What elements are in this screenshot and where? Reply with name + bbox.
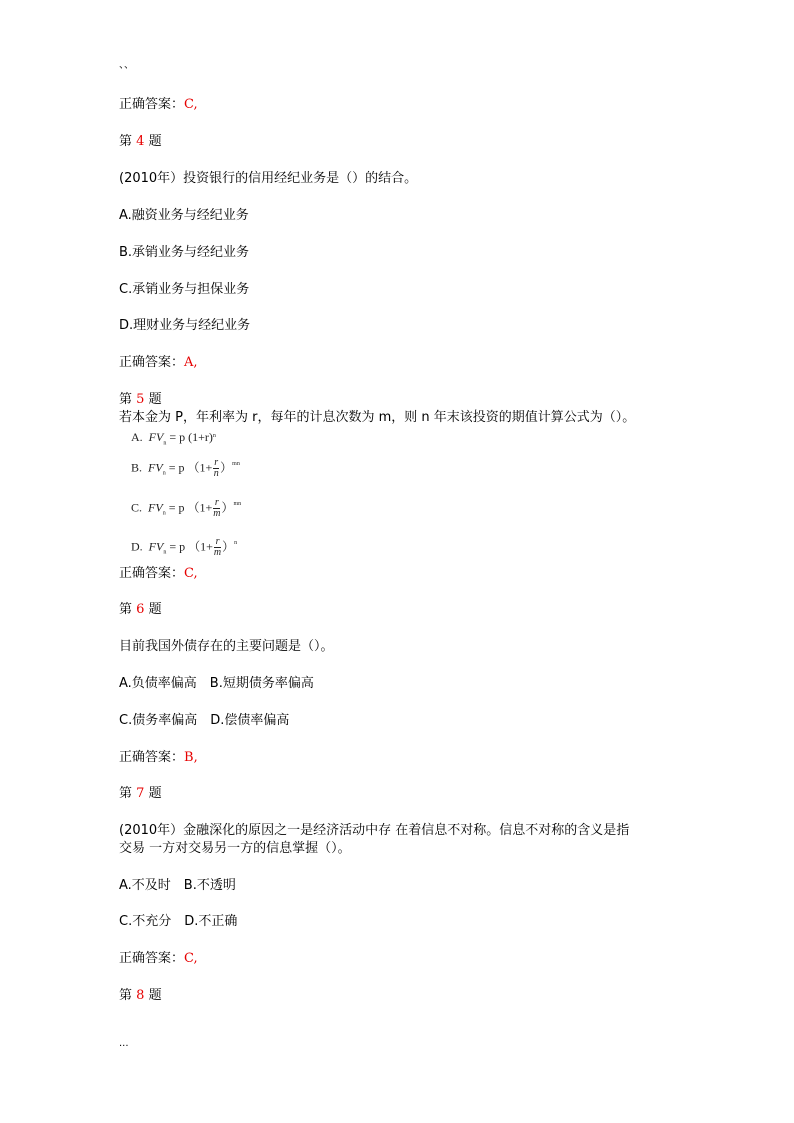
q8-heading: [119, 988, 162, 1004]
q4-option-b: B.承销业务与经纪业务: [119, 245, 250, 260]
question-number: 5: [136, 392, 145, 407]
q7-text-1: (2010年）金融深化的原因之一是经济活动中存 在着信息不对称。信息不对称的含义是指: [119, 823, 630, 838]
question-suffix: 题: [148, 392, 162, 407]
q7-heading: [119, 786, 162, 802]
answer-label: 正确答案：: [119, 750, 185, 765]
formula-fraction: [213, 498, 220, 519]
fraction-denominator: m: [213, 547, 222, 558]
fraction-numerator: r: [215, 536, 220, 547]
question-number: 8: [136, 988, 145, 1003]
q5-formula-c: [131, 498, 241, 521]
formula-exp: n: [234, 540, 238, 546]
question-prefix: 第: [119, 392, 133, 407]
question-suffix: 题: [148, 786, 162, 801]
answer-value: B,: [184, 750, 198, 765]
fraction-numerator: r: [214, 457, 219, 468]
formula-close: ）: [221, 500, 234, 515]
fraction-denominator: n: [213, 468, 219, 479]
formula-label: B.: [131, 460, 143, 475]
answer-value: A,: [184, 355, 198, 370]
q6-text: 目前我国外债存在的主要问题是（）。: [119, 639, 334, 654]
q4-option-a: A.融资业务与经纪业务: [119, 208, 249, 223]
formula-fv: FV: [148, 430, 164, 444]
bottom-mark: ...: [119, 1038, 129, 1049]
formula-label: C.: [131, 500, 143, 515]
answer-label: 正确答案：: [119, 951, 185, 966]
formula-eq: = p: [168, 460, 185, 475]
q7-answer: [119, 951, 198, 967]
q4-option-d: D.理财业务与经纪业务: [119, 318, 251, 333]
formula-fv: FV: [148, 500, 163, 515]
formula-fv: FV: [148, 539, 164, 554]
answer-value: C,: [184, 951, 198, 966]
question-prefix: 第: [119, 988, 133, 1003]
formula-open: （1+: [188, 539, 213, 554]
formula-exp: mn: [233, 501, 242, 507]
formula-tail: (1+r): [188, 430, 213, 444]
q4-text: (2010年）投资银行的信用经纪业务是（）的结合。: [119, 171, 418, 186]
formula-eq: = p: [169, 539, 186, 554]
question-prefix: 第: [119, 134, 133, 149]
formula-label: D.: [131, 539, 143, 554]
q5-formula-d: [131, 537, 237, 560]
q5-formula-a: [131, 430, 216, 450]
formula-sub: n: [163, 440, 167, 447]
formula-sub: n: [162, 470, 166, 477]
q6-heading: [119, 602, 162, 618]
question-suffix: 题: [148, 988, 162, 1003]
question-number: 6: [136, 602, 145, 617]
answer-value: C,: [184, 97, 198, 112]
question-suffix: 题: [148, 134, 162, 149]
question-number: 7: [136, 786, 145, 801]
fraction-numerator: r: [214, 497, 219, 508]
answer-label: 正确答案：: [119, 566, 185, 581]
q7-options-2: C.不充分 D.不正确: [119, 914, 238, 929]
q4-answer: [119, 355, 198, 371]
formula-eq: = p: [168, 500, 185, 515]
q7-text-2: 交易 一方对交易另一方的信息掌握（）。: [119, 841, 351, 856]
formula-fraction: [214, 537, 221, 558]
q5-answer: [119, 566, 198, 582]
q7-options-1: A.不及时 B.不透明: [119, 878, 236, 893]
formula-exp: mn: [232, 461, 240, 467]
formula-fv: FV: [148, 460, 163, 475]
formula-exp: n: [212, 433, 216, 439]
fraction-denominator: m: [213, 508, 221, 519]
formula-close: ）: [222, 539, 235, 554]
question-number: 4: [136, 134, 145, 149]
answer-value: C,: [184, 566, 198, 581]
q5-heading: [119, 392, 162, 408]
top-mark: 、、: [119, 60, 134, 71]
formula-fraction: [213, 458, 219, 479]
formula-sub: n: [163, 549, 167, 556]
q5-formula-b: [131, 458, 240, 481]
formula-open: （1+: [187, 460, 213, 475]
q6-options-1: A.负债率偏高 B.短期债务率偏高: [119, 676, 314, 691]
formula-label: A.: [131, 430, 143, 444]
q4-option-c: C.承销业务与担保业务: [119, 282, 250, 297]
q4-heading: [119, 134, 162, 150]
question-suffix: 题: [148, 602, 162, 617]
q6-answer: [119, 750, 198, 766]
answer-label: 正确答案：: [119, 355, 185, 370]
formula-open: （1+: [187, 500, 213, 515]
q5-text: 若本金为 P，年利率为 r，每年的计息次数为 m，则 n 年末该投资的期值计算公式为（）。: [119, 410, 636, 425]
formula-eq: = p: [169, 430, 186, 444]
answer-label: 正确答案：: [119, 97, 185, 112]
formula-close: ）: [220, 460, 233, 475]
q3-answer: [119, 97, 198, 113]
formula-sub: n: [162, 510, 166, 517]
question-prefix: 第: [119, 602, 133, 617]
question-prefix: 第: [119, 786, 133, 801]
q6-options-2: C.债务率偏高 D.偿债率偏高: [119, 713, 290, 728]
